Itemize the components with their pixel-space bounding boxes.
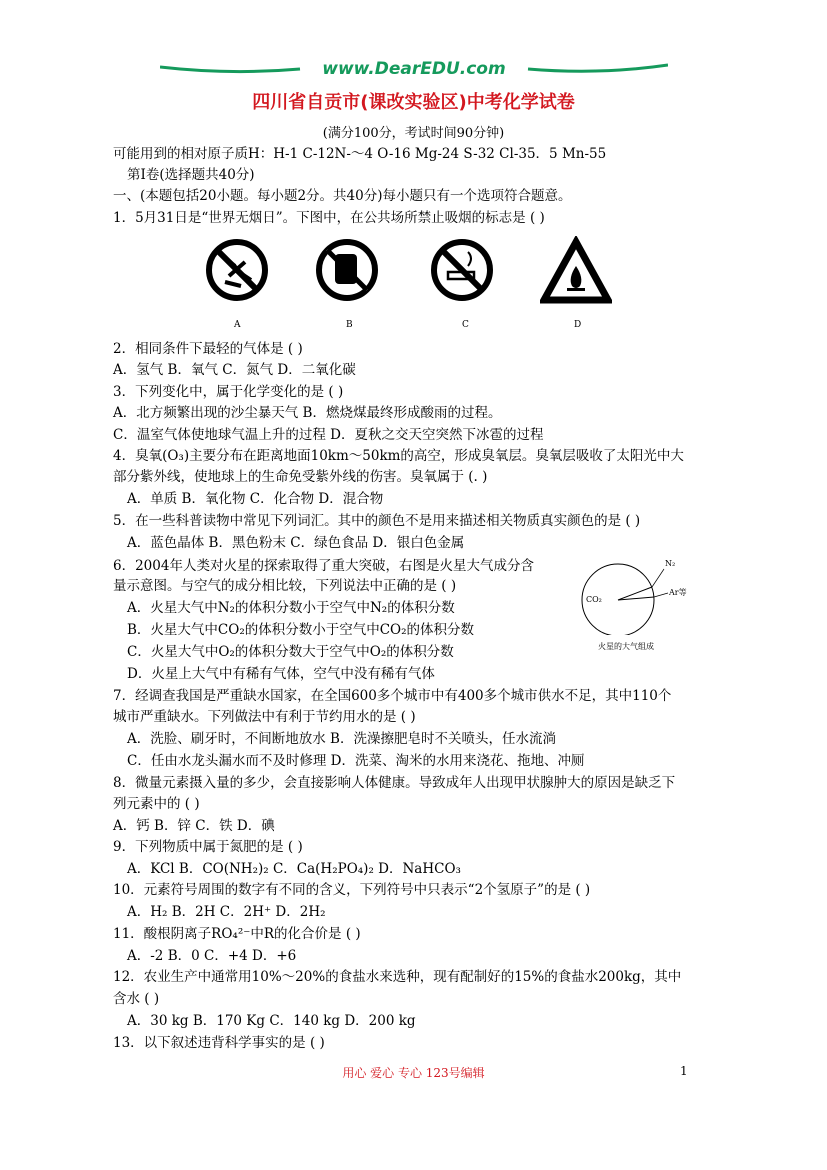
q6-option-a: A．火星大气中N₂的体积分数小于空气中N₂的体积分数 (127, 600, 455, 616)
q5-stem: 5．在一些科普读物中常见下列词汇。其中的颜色不是用来描述相关物质真实颜色的是 ( ) (113, 513, 641, 529)
exam-title: 四川省自贡市(课改实验区)中考化学试卷 (252, 92, 575, 113)
atomic-masses: 可能用到的相对原子质H：H-1 C-12N-～4 O-16 Mg-24 S-32 Cl-35．5 Mn-55 (113, 146, 607, 162)
q7-options-1: A．洗脸、刷牙时，不间断地放水 B．洗澡擦肥皂时不关喷头，任水流淌 (127, 731, 556, 747)
q11-stem: 11．酸根阴离子RO₄²⁻中R的化合价是 ( ) (113, 926, 361, 942)
site-url[interactable]: www.DearEDU.com (322, 59, 506, 79)
pie-label-ar: Ar等 (669, 588, 687, 597)
q1-label-c: C (462, 320, 469, 330)
q10-stem: 10．元素符号周围的数字有不同的含义，下列符号中只表示“2个氢原子”的是 ( ) (113, 882, 591, 898)
q4-options: A．单质 B．氧化物 C．化合物 D．混合物 (127, 491, 384, 507)
q3-stem: 3．下列变化中，属于化学变化的是 ( ) (113, 384, 344, 400)
q6-stem-1: 6．2004年人类对火星的探索取得了重大突破，右图是火星大气成分含 (113, 558, 534, 574)
q12-stem-1: 12．农业生产中通常用10%～20%的食盐水来选种，现有配制好的15%的食盐水200kg，其中 (113, 969, 682, 985)
q8-stem-2: 列元素中的 ( ) (113, 796, 200, 812)
q1-label-d: D (574, 320, 582, 330)
q12-stem-2: 含水 ( ) (113, 991, 160, 1007)
figure-caption: 火星的大气组成 (598, 642, 654, 651)
pie-label-n2: N₂ (665, 559, 676, 568)
q6-option-d: D．火星上大气中有稀有气体，空气中没有稀有气体 (127, 666, 435, 682)
q9-stem: 9．下列物质中属于氮肥的是 ( ) (113, 839, 303, 855)
q13-stem: 13．以下叙述违背科学事实的是 ( ) (113, 1035, 325, 1051)
no-dumping-sign-icon (315, 236, 379, 306)
q6-option-c: C．火星大气中O₂的体积分数大于空气中O₂的体积分数 (127, 644, 454, 660)
q11-options: A．-2 B．0 C．+4 D．+6 (127, 948, 297, 964)
pie-label-co2: CO₂ (586, 595, 602, 604)
site-banner (160, 59, 668, 81)
q5-options: A．蓝色晶体 B．黑色粉末 C．绿色食品 D．银白色金属 (127, 535, 465, 551)
q7-options-2: C．任由水龙头漏水而不及时修理 D．洗菜、淘米的水用来浇花、拖地、冲厕 (127, 753, 585, 769)
q6-option-b: B．火星大气中CO₂的体积分数小于空气中CO₂的体积分数 (127, 622, 475, 638)
q1-label-b: B (346, 320, 353, 330)
exam-subtitle: (满分100分，考试时间90分钟) (322, 126, 505, 141)
page-number: 1 (680, 1064, 688, 1078)
no-burning-sign-icon (205, 236, 269, 306)
q4-stem-2: 部分紫外线，使地球上的生命免受紫外线的伤害。臭氧属于 (. ) (113, 469, 488, 485)
q8-options: A．钙 B．锌 C．铁 D．碘 (113, 818, 275, 834)
q1-label-a: A (234, 320, 241, 330)
no-smoking-sign-icon (430, 236, 494, 306)
flammable-warning-sign-icon (540, 236, 612, 306)
q3-options-2: C．温室气体使地球气温上升的过程 D．夏秋之交天空突然下冰雹的过程 (113, 427, 544, 443)
q12-options: A．30 kg B．170 Kg C．140 kg D．200 kg (127, 1013, 416, 1029)
mars-atmosphere-figure (570, 555, 700, 655)
q3-options-1: A．北方频繁出现的沙尘暴天气 B．燃烧煤最终形成酸雨的过程。 (113, 405, 502, 421)
q10-options: A．H₂ B．2H C．2H⁺ D．2H₂ (127, 904, 326, 920)
q4-stem-1: 4．臭氧(O₃)主要分布在距离地面10km～50km的高空，形成臭氧层。臭氧层吸收了太阳光中大 (113, 448, 684, 464)
part-heading: 第Ⅰ卷(选择题共40分) (127, 167, 255, 183)
page-footer: 用心 爱心 专心 123号编辑 (342, 1066, 485, 1080)
q8-stem-1: 8．微量元素摄入量的多少，会直接影响人体健康。导致成年人出现甲状腺肿大的原因是缺乏下 (113, 775, 676, 791)
q7-stem-1: 7．经调查我国是严重缺水国家，在全国600多个城市中有400多个城市供水不足，其中110个 (113, 688, 672, 704)
section-heading: 一、(本题包括20小题。每小题2分。共40分)每小题只有一个选项符合题意。 (113, 188, 572, 204)
q2-options: A．氢气 B．氧气 C．氮气 D．二氧化碳 (113, 362, 356, 378)
q1-signs (200, 236, 620, 336)
q9-options: A．KCl B．CO(NH₂)₂ C．Ca(H₂PO₄)₂ D．NaHCO₃ (127, 861, 461, 877)
q1-stem: 1．5月31日是“世界无烟日”。下图中，在公共场所禁止吸烟的标志是 ( ) (113, 210, 545, 226)
q2-stem: 2．相同条件下最轻的气体是 ( ) (113, 341, 303, 357)
q6-stem-2: 量示意图。与空气的成分相比较，下列说法中正确的是 ( ) (113, 578, 457, 594)
q7-stem-2: 城市严重缺水。下列做法中有利于节约用水的是 ( ) (113, 709, 416, 725)
